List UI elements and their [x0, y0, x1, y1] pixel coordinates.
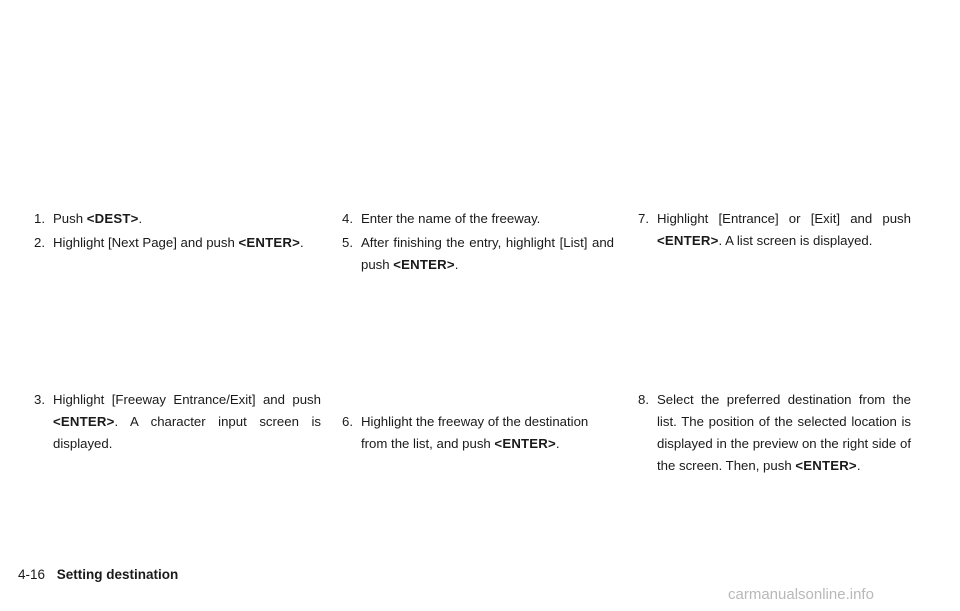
step-2 [34, 232, 339, 254]
page-footer [18, 567, 178, 582]
key-label: <ENTER> [238, 235, 300, 250]
step-number: 8. [638, 392, 649, 407]
step-number: 2. [34, 235, 45, 250]
step-text: Highlight [Freeway Entrance/Exit] and push <ENTER>. A character input screen is displayed. [53, 392, 321, 451]
key-label: <ENTER> [494, 436, 556, 451]
step-5 [342, 232, 614, 276]
step-text: After finishing the entry, highlight [List] and push <ENTER>. [361, 235, 614, 272]
page-number: 4-16 [18, 567, 46, 582]
step-3 [34, 389, 321, 455]
step-number: 6. [342, 414, 353, 429]
step-8 [638, 389, 911, 477]
key-label: <ENTER> [795, 458, 857, 473]
step-text: Select the preferred destination from the list. The position of the selected location is displayed in the preview on the right side of the screen. Then, push <ENTER>. [657, 392, 911, 473]
step-6 [342, 411, 614, 455]
step-4 [342, 208, 617, 230]
step-text: Highlight [Next Page] and push <ENTER>. [53, 235, 304, 250]
key-label: <ENTER> [657, 233, 719, 248]
step-text: Enter the name of the freeway. [361, 211, 541, 226]
watermark: carmanualsonline.info [728, 586, 874, 603]
key-label: <DEST> [86, 211, 139, 226]
section-title: Setting destination [56, 567, 179, 582]
key-label: <ENTER> [393, 257, 455, 272]
step-number: 1. [34, 211, 45, 226]
step-text: Highlight the freeway of the destination from the list, and push <ENTER>. [361, 414, 589, 451]
step-number: 3. [34, 392, 45, 407]
key-label: <ENTER> [53, 414, 115, 429]
step-text: Highlight [Entrance] or [Exit] and push <ENTER>. A list screen is displayed. [657, 211, 911, 248]
step-number: 4. [342, 211, 353, 226]
step-7 [638, 208, 911, 252]
step-1 [34, 208, 334, 230]
step-number: 5. [342, 235, 353, 250]
step-number: 7. [638, 211, 649, 226]
step-text: Push <DEST>. [53, 211, 143, 226]
